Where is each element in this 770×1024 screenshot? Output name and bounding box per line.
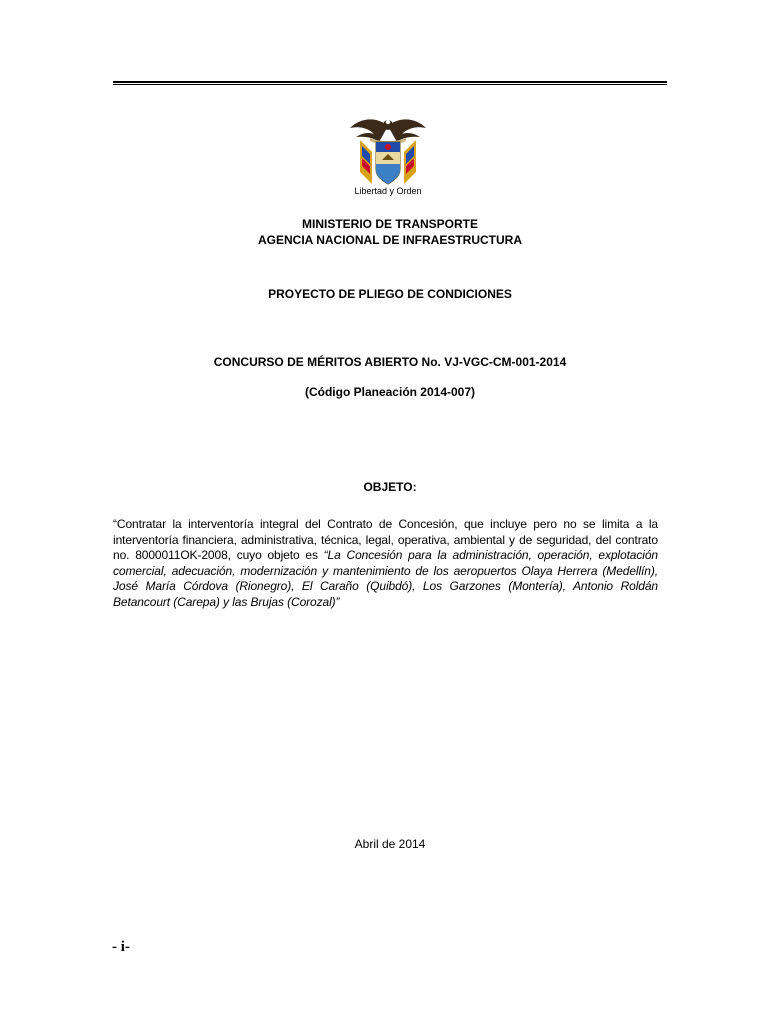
document-date: Abril de 2014: [354, 837, 426, 851]
title-block: [113, 216, 667, 248]
seal-motto: Libertad y Orden: [354, 186, 422, 196]
objeto-text-italic: “La Concesión para la administración, operación, explotación comercial, adecuación, modernización y mantenimiento de los aeropuertos Olaya Herrera (Medellín), José María Córdova (Rionegro), El Caraño (Quibdó), Los Garzones (Montería), Antonio Roldán Betancourt (Carepa) y las Brujas (Corozal)”: [113, 548, 658, 609]
contest-title: CONCURSO DE MÉRITOS ABIERTO No. VJ-VGC-CM-001-2014: [213, 355, 567, 369]
page-number: - i-: [112, 939, 130, 955]
coat-of-arms-icon: [346, 112, 430, 198]
planning-code: (Código Planeación 2014-007): [304, 385, 476, 399]
ministry-name: MINISTERIO DE TRANSPORTE: [301, 217, 478, 231]
objeto-heading: OBJETO:: [363, 480, 417, 494]
coat-of-arms-seal: [346, 112, 430, 198]
objeto-text-regular: “Contratar la interventoría integral del Contrato de Concesión, que incluye pero no se limita a la interventoría financiera, administrativa, técnica, legal, operativa, ambiental y de seguridad, del contrato no. 8000011OK-2008, cuyo objeto es: [113, 517, 658, 562]
agency-name: AGENCIA NACIONAL DE INFRAESTRUCTURA: [258, 233, 522, 247]
objeto-paragraph: [113, 517, 658, 610]
document-title: PROYECTO DE PLIEGO DE CONDICIONES: [268, 287, 512, 301]
header-rule-thick: [113, 81, 667, 83]
header-rule: [113, 81, 667, 85]
header-rule-thin: [113, 84, 667, 85]
